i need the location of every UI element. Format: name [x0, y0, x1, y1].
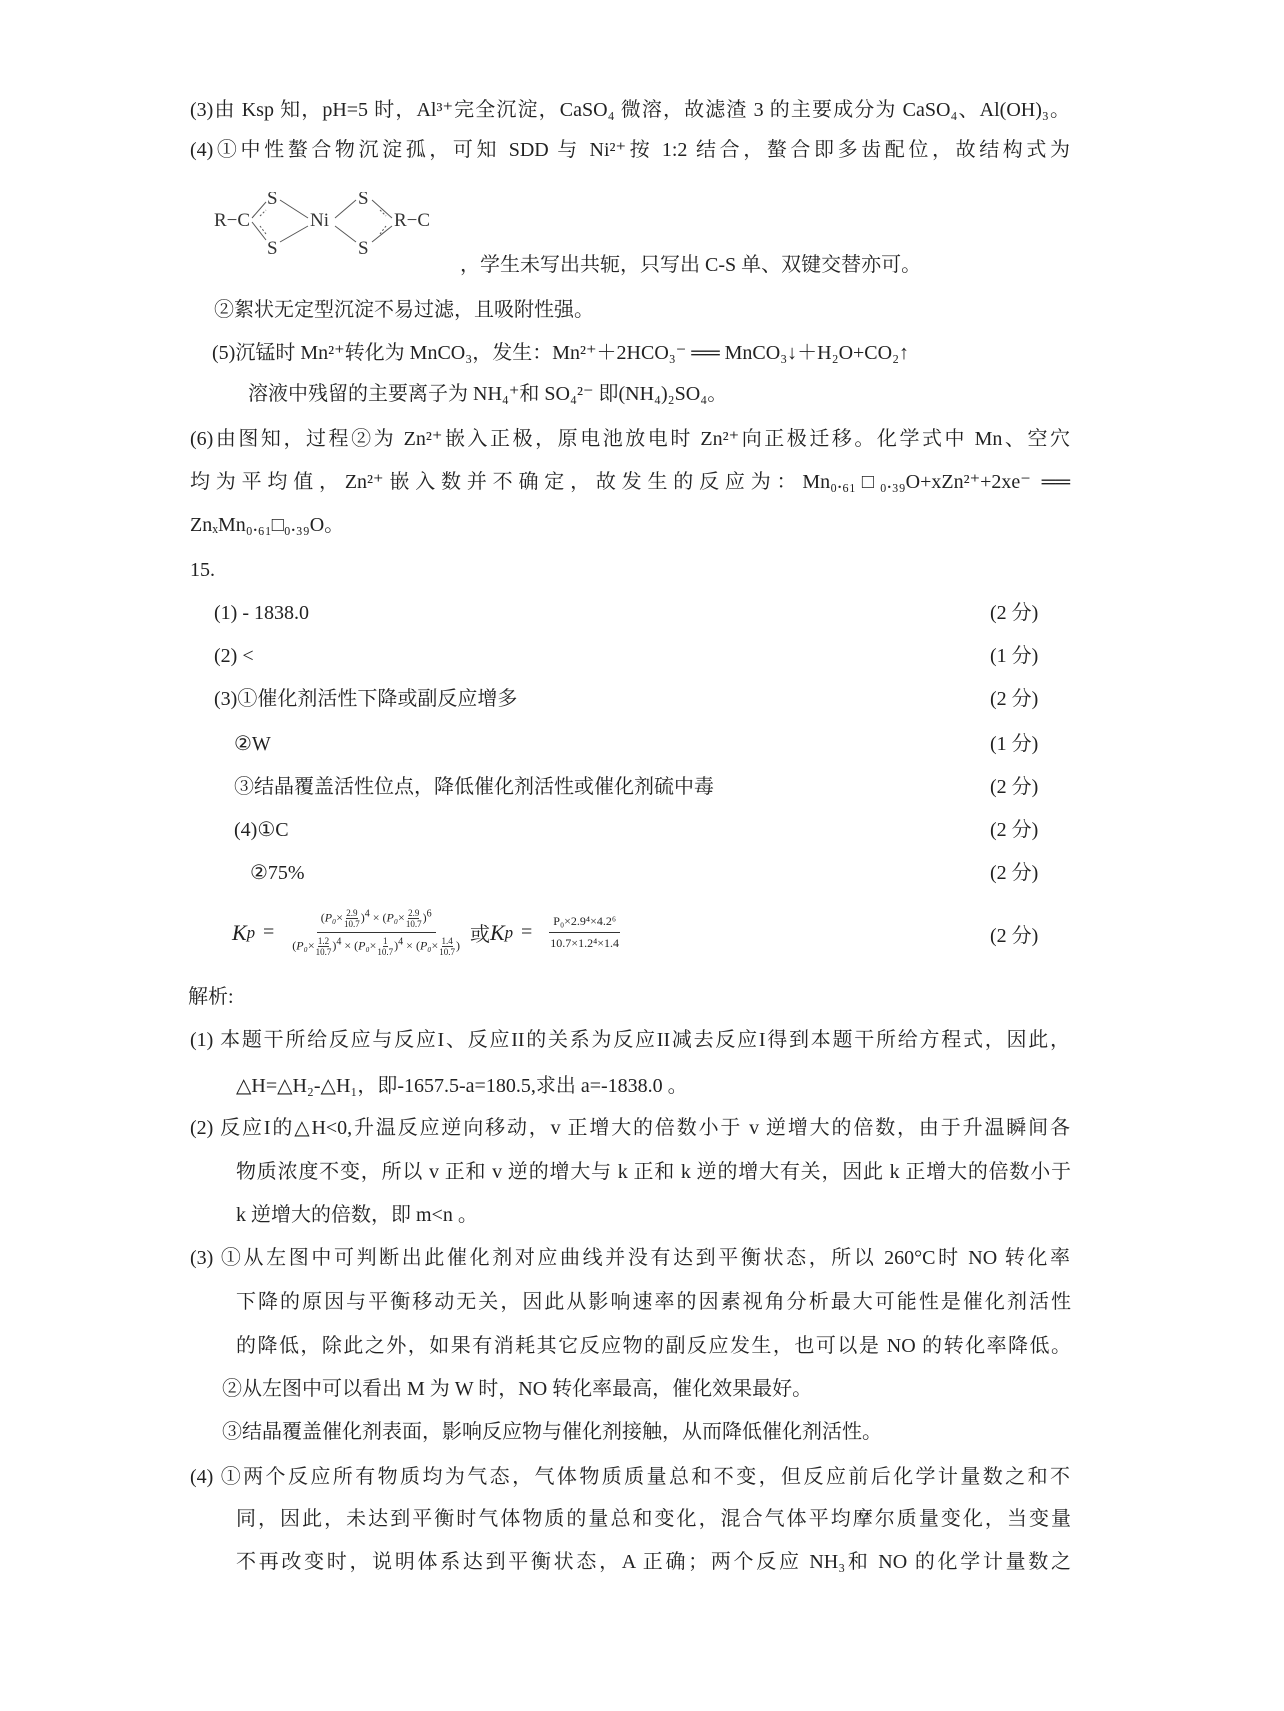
kp-alt-denominator: 10.7×1.2⁴×1.4: [550, 936, 620, 950]
answer-text: ③结晶覆盖活性位点，降低催化剂活性或催化剂硫中毒: [234, 776, 714, 798]
kp-numerator: (P₀× $\frac{2.9}{10.7}$ )$^4$ × (P₀× $\frac{2.9}{10.7}$ )$^6$: [317, 908, 436, 933]
sulfur-label: S: [358, 192, 369, 209]
answer-score: (2 分): [990, 776, 1039, 798]
rc-right: R−C: [394, 210, 431, 231]
answer-text: ②W: [234, 733, 271, 755]
text-line: ZnₓMn₀.₆₁□₀.₃₉O。: [190, 514, 345, 536]
analysis-line: ③结晶覆盖催化剂表面，影响反应物与催化剂接触，从而降低催化剂活性。: [222, 1421, 882, 1443]
equals: =: [263, 921, 275, 943]
analysis-line: ②从左图中可以看出 M 为 W 时，NO 转化率最高，催化效果最好。: [222, 1378, 813, 1400]
question-number: 15.: [190, 559, 215, 581]
kp-k: K: [490, 919, 505, 945]
analysis-line: 的降低，除此之外，如果有消耗其它反应物的副反应发生，也可以是 NO 的转化率降低。: [236, 1335, 1071, 1357]
text-line: 溶液中残留的主要离子为 NH₄⁺和 SO₄²⁻ 即(NH₄)₂SO₄。: [248, 383, 728, 405]
analysis-line: (1) 本题干所给反应与反应I、反应II的关系为反应II减去反应I得到本题干所给方程式，因此，: [190, 1029, 1070, 1051]
analysis-line: 物质浓度不变，所以 v 正和 v 逆的增大与 k 正和 k 逆的增大有关，因此 k 正增大的倍数小于: [236, 1161, 1071, 1183]
answer-text: (3)①催化剂活性下降或副反应增多: [214, 688, 518, 710]
answer-score: (2 分): [990, 925, 1039, 947]
kp-alt-fraction: [546, 914, 623, 951]
rc-left: R−C: [214, 210, 251, 231]
text-line: (5)沉锰时 Mn²⁺转化为 MnCO₃，发生：Mn²⁺＋2HCO₃⁻ ══ MnCO₃↓＋H₂O+CO₂↑: [212, 342, 910, 364]
ni-chelate-structure: [210, 192, 460, 262]
answer-text: ②75%: [250, 862, 305, 884]
nickel-label: Ni: [310, 210, 329, 231]
text-line: (6)由图知，过程②为 Zn²⁺嵌入正极，原电池放电时 Zn²⁺向正极迁移。化学式中 Mn、空穴: [190, 428, 1070, 450]
kp-formula: [232, 908, 629, 957]
answer-score: (1 分): [990, 733, 1039, 755]
text-line: (4)①中性螯合物沉淀孤，可知 SDD 与 Ni²⁺按 1:2 结合，螯合即多齿配位，故结构式为: [190, 139, 1070, 161]
analysis-line: 不再改变时，说明体系达到平衡状态，A 正确；两个反应 NH₃和 NO 的化学计量数之: [236, 1551, 1071, 1573]
answer-score: (2 分): [990, 602, 1039, 624]
sulfur-label: S: [358, 238, 369, 259]
answer-score: (1 分): [990, 645, 1039, 667]
answer-text: (4)①C: [234, 819, 289, 841]
answer-text: (2) <: [214, 645, 254, 667]
text-line: (3)由 Ksp 知，pH=5 时，Al³⁺完全沉淀，CaSO₄ 微溶，故滤渣 3 的主要成分为 CaSO₄、Al(OH)₃。: [190, 99, 1070, 121]
analysis-title: 解析:: [188, 986, 234, 1008]
kp-denominator: (P₀× $\frac{1.2}{10.7}$ )$^4$ × (P₀× $\frac{1}{10.7}$ )$^4$ × (P₀× $\frac{1.4}{10.7}$ ): [292, 936, 460, 957]
analysis-line: 下降的原因与平衡移动无关，因此从影响速率的因素视角分析最大可能性是催化剂活性: [236, 1291, 1071, 1313]
analysis-line: (3) ①从左图中可判断出此催化剂对应曲线并没有达到平衡状态，所以 260°C时 NO 转化率: [190, 1247, 1070, 1269]
text-line: 均为平均值，Zn²⁺嵌入数并不确定，故发生的反应为：Mn₀.₆₁□₀.₃₉O+xZn²⁺+2xe⁻ ══: [190, 471, 1070, 493]
analysis-line: k 逆增大的倍数，即 m<n 。: [236, 1204, 478, 1226]
kp-sub: p: [246, 922, 256, 942]
sulfur-label: S: [267, 238, 278, 259]
text-line: ②絮状无定型沉淀不易过滤，且吸附性强。: [214, 299, 594, 321]
answer-text: (1) - 1838.0: [214, 602, 309, 624]
kp-alt-numerator: P₀×2.9⁴×4.2⁶: [549, 914, 620, 933]
or-text: 或: [470, 924, 490, 946]
equals: =: [521, 921, 533, 943]
analysis-line: (2) 反应I的△H<0,升温反应逆向移动，v 正增大的倍数小于 v 逆增大的倍数，由于升温瞬间各: [190, 1117, 1070, 1139]
answer-score: (2 分): [990, 862, 1039, 884]
kp-sub: p: [504, 922, 514, 942]
answer-score: (2 分): [990, 819, 1039, 841]
sulfur-label: S: [267, 192, 278, 209]
text-line: ，学生未写出共轭，只写出 C-S 单、双键交替亦可。: [460, 254, 922, 276]
analysis-line: △H=△H₂-△H₁，即-1657.5-a=180.5,求出 a=-1838.0 。: [236, 1075, 688, 1097]
kp-fraction: [288, 908, 464, 957]
analysis-line: 同，因此，未达到平衡时气体物质的量总和变化，混合气体平均摩尔质量变化，当变量: [236, 1508, 1071, 1530]
kp-k: K: [232, 919, 247, 945]
answer-score: (2 分): [990, 688, 1039, 710]
analysis-line: (4) ①两个反应所有物质均为气态，气体物质质量总和不变，但反应前后化学计量数之和不: [190, 1466, 1070, 1488]
